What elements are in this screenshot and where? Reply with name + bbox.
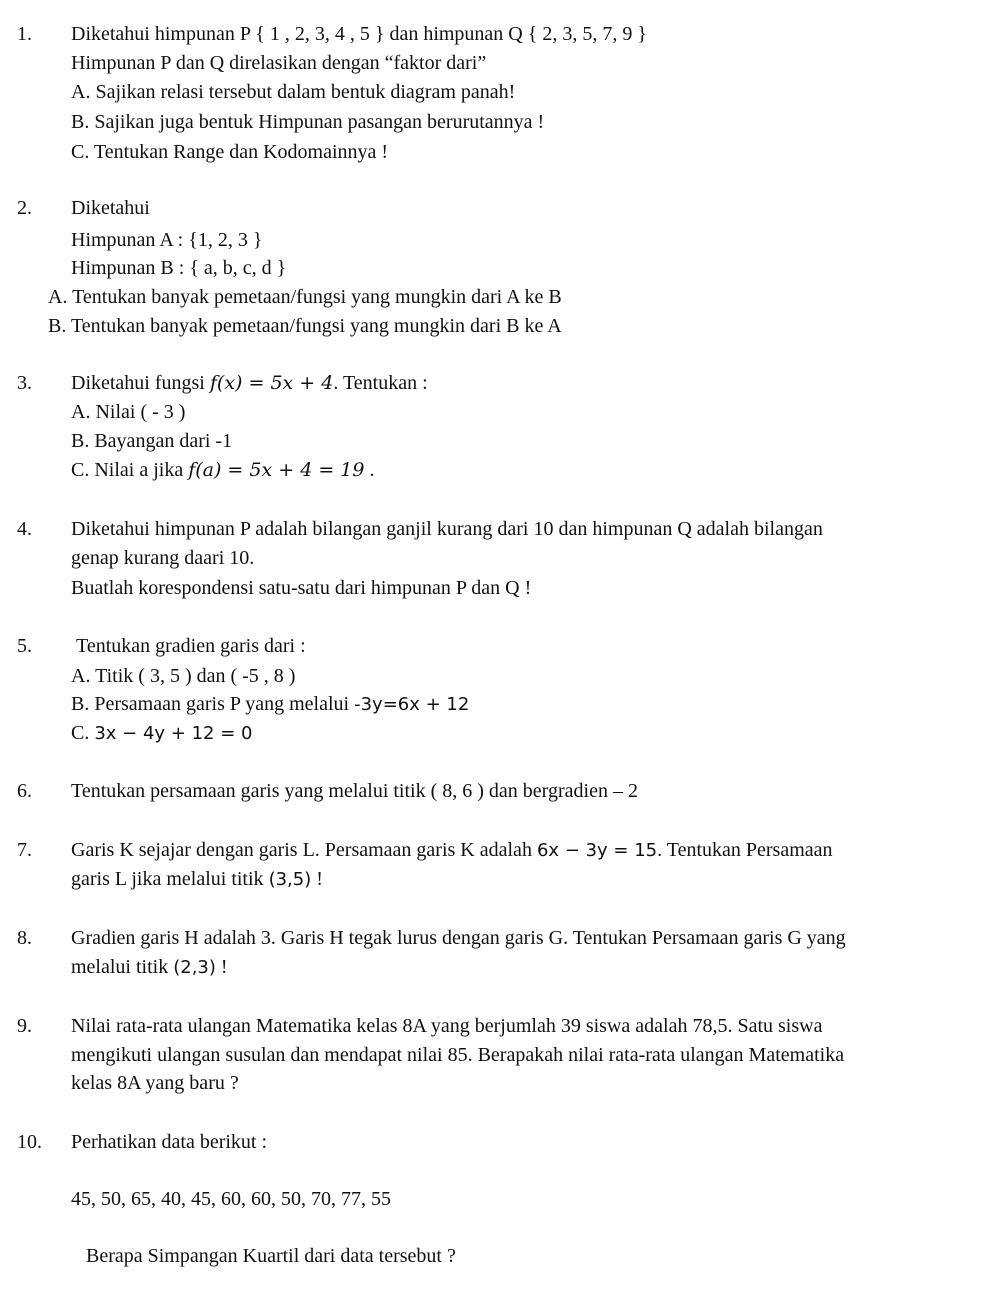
q7-number: 7. <box>17 839 32 861</box>
q3-item-c <box>71 458 374 482</box>
q10-intro: Perhatikan data berikut : <box>71 1131 268 1153</box>
q5-item-b <box>71 692 469 717</box>
q3-item-c-label: C. <box>71 459 90 481</box>
q7-line2-post: ! <box>311 868 323 890</box>
q5-number: 5. <box>17 635 32 657</box>
q1-item-b <box>71 110 544 134</box>
q3-item-a-label: A. <box>71 401 91 423</box>
q8-line2-pre: melalui titik <box>71 956 169 978</box>
q7-line2-pre: garis L jika melalui titik <box>71 868 264 890</box>
q9-number: 9. <box>17 1015 32 1037</box>
q8-line2-math: (2,3) <box>173 957 216 978</box>
q5-item-c-math: 3x − 4y + 12 = 0 <box>94 723 253 744</box>
q10-number: 10. <box>17 1131 42 1153</box>
q5-intro: Tentukan gradien garis dari : <box>76 635 306 657</box>
q1-intro: Diketahui himpunan P { 1 , 2, 3, 4 , 5 } dan himpunan Q { 2, 3, 5, 7, 9 } <box>71 23 647 45</box>
q8-line2 <box>71 955 228 980</box>
q2-item-b-label: B. <box>48 315 67 337</box>
q4-line1: Diketahui himpunan P adalah bilangan ganjil kurang dari 10 dan himpunan Q adalah bilangan <box>71 518 823 540</box>
q4-number: 4. <box>17 518 32 540</box>
q5-item-c <box>71 721 253 746</box>
q5-item-b-label: B. <box>71 693 90 715</box>
q1-item-b-text: Sajikan juga bentuk Himpunan pasangan berurutannya ! <box>94 111 545 133</box>
q2-item-a-label: A. <box>48 286 68 308</box>
q2-item-b <box>48 314 562 338</box>
q3-item-b-label: B. <box>71 430 90 452</box>
q3-item-c-math: f(a) = 5x + 4 = 19 <box>188 459 365 481</box>
q5-item-b-math: -3y=6x + 12 <box>354 694 470 715</box>
q3-intro-pre: Diketahui fungsi <box>71 372 205 394</box>
q5-item-a-text: Titik ( 3, 5 ) dan ( -5 , 8 ) <box>95 665 296 687</box>
q5-item-a <box>71 664 295 688</box>
q7-line1-post: . Tentukan Persamaan <box>657 839 833 861</box>
q3-number: 3. <box>17 372 32 394</box>
q4-line3: Buatlah korespondensi satu-satu dari himpunan P dan Q ! <box>71 577 532 599</box>
q3-item-c-text-post: . <box>369 459 375 481</box>
q6-number: 6. <box>17 780 32 802</box>
q3-item-b-text: Bayangan dari -1 <box>94 430 233 452</box>
q1-line2: Himpunan P dan Q direlasikan dengan “faktor dari” <box>71 52 487 74</box>
q1-number: 1. <box>17 23 32 45</box>
q9-line2: mengikuti ulangan susulan dan mendapat nilai 85. Berapakah nilai rata-rata ulangan Matematika <box>71 1044 845 1066</box>
q3-item-b <box>71 429 232 453</box>
q2-item-a-text: Tentukan banyak pemetaan/fungsi yang mungkin dari A ke B <box>72 286 562 308</box>
q9-line1: Nilai rata-rata ulangan Matematika kelas 8A yang berjumlah 39 siswa adalah 78,5. Satu siswa <box>71 1015 823 1037</box>
q10-data: 45, 50, 65, 40, 45, 60, 60, 50, 70, 77, 55 <box>71 1188 391 1210</box>
q1-item-a-text: Sajikan relasi tersebut dalam bentuk diagram panah! <box>95 81 516 103</box>
q3-item-a <box>71 400 185 424</box>
q2-intro: Diketahui <box>71 197 150 219</box>
q1-item-b-label: B. <box>71 111 90 133</box>
q7-line2 <box>71 867 323 892</box>
q2-item-a <box>48 285 562 309</box>
q2-set-b: Himpunan B : { a, b, c, d } <box>71 257 287 279</box>
q2-number: 2. <box>17 197 32 219</box>
q7-line2-math: (3,5) <box>268 869 312 890</box>
q7-line1-math: 6x − 3y = 15 <box>536 840 658 861</box>
q4-line2: genap kurang daari 10. <box>71 547 255 569</box>
q5-item-a-label: A. <box>71 665 91 687</box>
q9-line3: kelas 8A yang baru ? <box>71 1072 239 1094</box>
q8-line1: Gradien garis H adalah 3. Garis H tegak lurus dengan garis G. Tentukan Persamaan garis G yang <box>71 927 846 949</box>
q8-number: 8. <box>17 927 32 949</box>
q7-line1 <box>71 838 833 863</box>
q1-item-a-label: A. <box>71 81 91 103</box>
q1-item-c-label: C. <box>71 141 90 163</box>
q8-line2-post: ! <box>215 956 228 978</box>
q3-intro <box>71 371 428 395</box>
q10-question: Berapa Simpangan Kuartil dari data tersebut ? <box>86 1245 456 1267</box>
q2-item-b-text: Tentukan banyak pemetaan/fungsi yang mungkin dari B ke A <box>70 315 562 337</box>
q1-item-a <box>71 80 515 104</box>
q2-set-a: Himpunan A : {1, 2, 3 } <box>71 229 263 251</box>
q3-function: f(x) = 5x + 4 <box>209 372 334 394</box>
q3-item-c-text-pre: Nilai a jika <box>94 459 184 481</box>
q3-intro-post: . Tentukan : <box>333 372 428 394</box>
q1-item-c-text: Tentukan Range dan Kodomainnya ! <box>93 141 389 163</box>
q5-item-c-label: C. <box>71 722 90 744</box>
q5-item-b-text-pre: Persamaan garis P yang melalui <box>94 693 350 715</box>
q1-item-c <box>71 140 388 164</box>
q3-item-a-text: Nilai ( - 3 ) <box>95 401 186 423</box>
q7-line1-pre: Garis K sejajar dengan garis L. Persamaan garis K adalah <box>71 839 532 861</box>
q6-line1: Tentukan persamaan garis yang melalui titik ( 8, 6 ) dan bergradien – 2 <box>71 780 638 802</box>
